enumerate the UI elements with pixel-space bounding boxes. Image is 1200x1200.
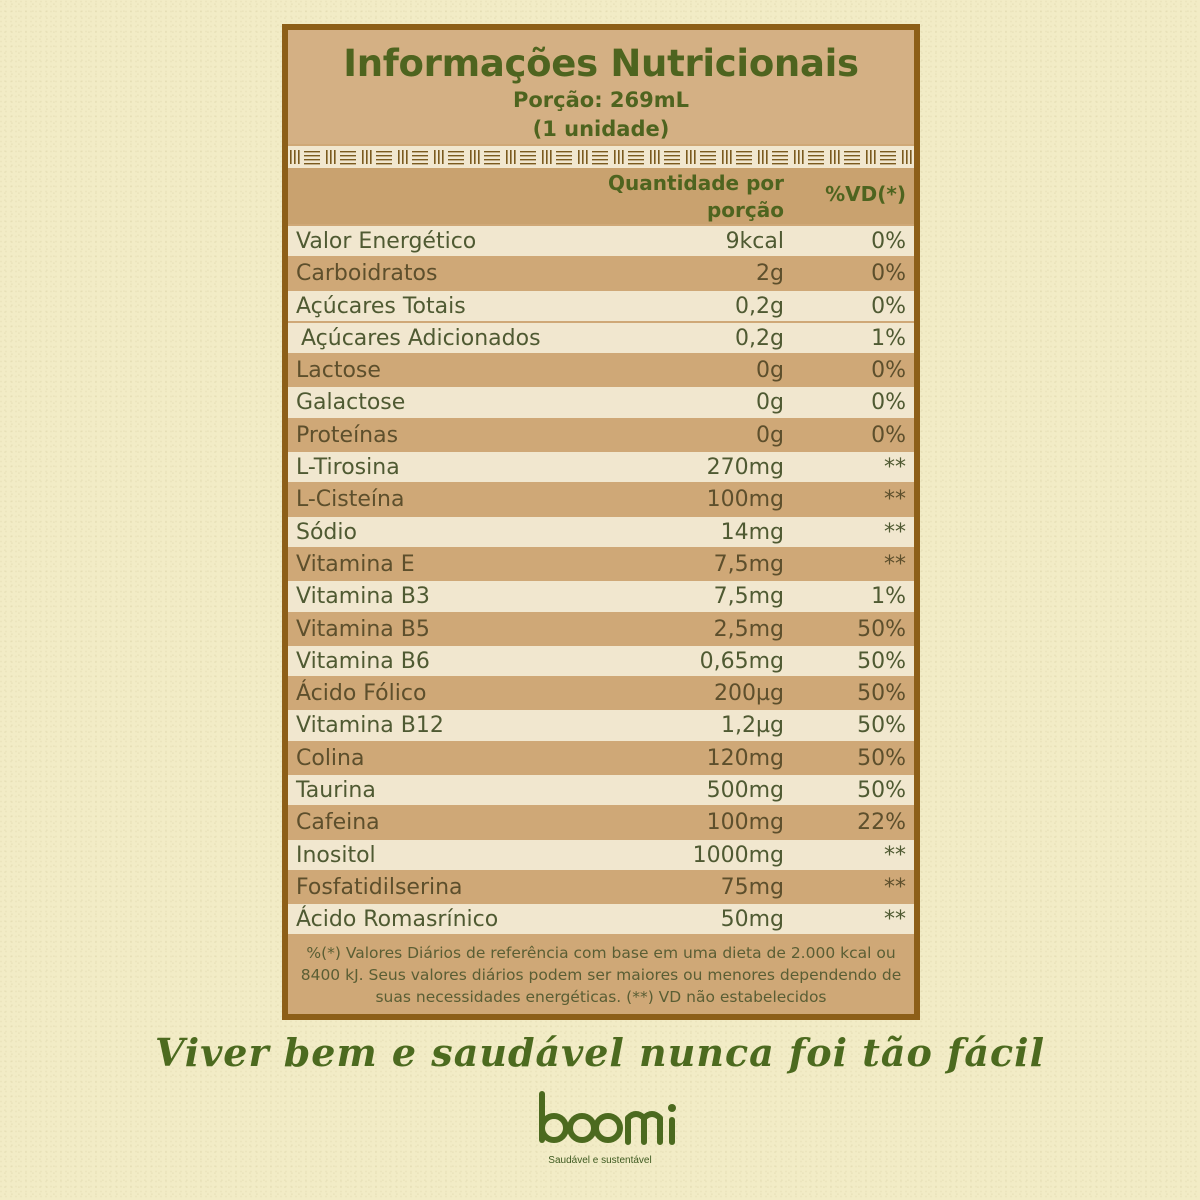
nutrient-daily-value: 50% (857, 745, 906, 771)
portion-unit: (1 unidade) (532, 117, 670, 141)
footnote-line2: 8400 kJ. Seus valores diários podem ser maiores ou menores dependendo de (300, 966, 902, 984)
nutrient-quantity: 500mg (706, 778, 784, 804)
nutrient-quantity: 0g (756, 358, 784, 384)
nutrient-quantity: 7,5mg (713, 551, 784, 577)
nutrient-quantity: 14mg (720, 519, 784, 545)
nutrient-name: Valor Energético (296, 229, 477, 254)
nutrient-daily-value: 0% (871, 422, 906, 448)
label-title: Informações Nutricionais (343, 42, 859, 85)
nutrient-row (288, 775, 914, 805)
nutrient-row (288, 258, 914, 288)
nutrient-daily-value: 0% (871, 229, 906, 254)
brand-tagline: Saudável e sustentável (548, 1155, 652, 1166)
nutrient-quantity: 1,2µg (721, 713, 784, 739)
quantity-header-line2: porção (706, 198, 784, 222)
nutrient-name: Carboidratos (296, 261, 438, 287)
nutrient-name: Taurina (296, 778, 376, 804)
nutrient-name: Vitamina B5 (296, 616, 430, 642)
nutrient-row (288, 517, 914, 547)
footnote-line1: %(*) Valores Diários de referência com base em uma dieta de 2.000 kcal ou (306, 944, 896, 962)
footnote (288, 934, 914, 1014)
nutrient-row (288, 452, 914, 482)
quantity-column-header (608, 170, 784, 224)
nutrition-facts-label (282, 24, 920, 1020)
nutrient-name: Vitamina B3 (296, 584, 430, 610)
nutrient-name: Ácido Romasrínico (296, 907, 499, 933)
nutrient-quantity: 2,5mg (713, 616, 784, 642)
footnote-line3: suas necessidades energéticas. (**) VD não estabelecidos (375, 988, 827, 1006)
boomi-logo-mark (520, 1088, 680, 1158)
nutrient-name: Sódio (296, 519, 357, 545)
nutrient-row (288, 549, 914, 579)
nutrient-row (288, 807, 914, 837)
nutrient-daily-value: ** (884, 487, 906, 513)
nutrient-name: L-Cisteína (296, 487, 405, 513)
nutrient-quantity: 75mg (720, 874, 784, 900)
nutrient-name: Vitamina B12 (296, 713, 444, 739)
nutrient-daily-value: ** (884, 874, 906, 900)
nutrient-quantity: 0,2g (735, 325, 784, 351)
nutrient-name: Vitamina E (296, 551, 415, 577)
nutrient-name: Vitamina B6 (296, 648, 430, 674)
nutrient-row (288, 840, 914, 870)
nutrient-quantity: 0g (756, 390, 784, 416)
daily-value-column-header: %VD(*) (825, 182, 906, 206)
nutrient-row (288, 581, 914, 611)
nutrient-daily-value: ** (884, 842, 906, 868)
nutrient-row (288, 678, 914, 708)
nutrient-daily-value: ** (884, 519, 906, 545)
nutrient-name: Cafeina (296, 810, 380, 836)
nutrient-name: Colina (296, 745, 365, 771)
nutrient-rows (288, 226, 914, 937)
nutrient-name: Açúcares Totais (296, 293, 466, 319)
nutrient-quantity: 270mg (706, 455, 784, 481)
nutrient-daily-value: 50% (857, 713, 906, 739)
nutrient-name: Açúcares Adicionados (301, 325, 541, 351)
nutrient-daily-value: 50% (857, 616, 906, 642)
nutrient-quantity: 2g (756, 261, 784, 287)
portion-info (288, 86, 914, 144)
nutrient-quantity: 50mg (720, 907, 784, 933)
nutrient-daily-value: 50% (857, 648, 906, 674)
portion-size: Porção: 269mL (512, 88, 690, 112)
slogan: Viver bem e saudável nunca foi tão fácil (154, 1030, 1046, 1075)
nutrient-quantity: 0,65mg (699, 648, 784, 674)
nutrient-row (288, 420, 914, 450)
nutrient-daily-value: 22% (857, 810, 906, 836)
nutrient-daily-value: ** (884, 455, 906, 481)
nutrient-quantity: 1000mg (692, 842, 784, 868)
nutrient-quantity: 0g (756, 422, 784, 448)
column-header-row (288, 168, 914, 224)
nutrient-daily-value: 0% (871, 390, 906, 416)
nutrient-row (288, 904, 914, 934)
nutrient-name: L-Tirosina (296, 455, 400, 481)
nutrient-row (288, 872, 914, 902)
quantity-header-line1: Quantidade por (608, 171, 784, 195)
nutrient-quantity: 120mg (706, 745, 784, 771)
nutrient-row (288, 484, 914, 514)
nutrient-quantity: 100mg (706, 487, 784, 513)
nutrient-daily-value: 50% (857, 681, 906, 707)
nutrient-name: Proteínas (296, 422, 399, 448)
nutrient-quantity: 200µg (714, 681, 784, 707)
nutrient-row (288, 226, 914, 256)
nutrient-row (288, 646, 914, 676)
nutrient-name: Ácido Fólico (296, 681, 427, 707)
nutrient-name: Galactose (296, 390, 406, 416)
nutrient-row (288, 323, 914, 353)
nutrient-daily-value: ** (884, 907, 906, 933)
tribal-pattern-divider (288, 146, 914, 168)
nutrient-row (288, 743, 914, 773)
nutrient-name: Inositol (296, 842, 376, 868)
nutrient-daily-value: 0% (871, 293, 906, 319)
nutrient-row (288, 710, 914, 740)
pattern-strip (288, 146, 914, 168)
nutrient-quantity: 9kcal (725, 229, 784, 254)
nutrient-daily-value: 0% (871, 261, 906, 287)
nutrient-daily-value: 1% (871, 325, 906, 351)
label-body (288, 30, 914, 1014)
nutrient-quantity: 7,5mg (713, 584, 784, 610)
nutrient-daily-value: ** (884, 551, 906, 577)
nutrient-daily-value: 1% (871, 584, 906, 610)
nutrient-name: Fosfatidilserina (296, 874, 463, 900)
nutrient-row (288, 387, 914, 417)
nutrient-row (288, 355, 914, 385)
nutrient-daily-value: 0% (871, 358, 906, 384)
nutrient-daily-value: 50% (857, 778, 906, 804)
nutrient-row (288, 614, 914, 644)
nutrient-name: Lactose (296, 358, 381, 384)
label-header (288, 30, 914, 144)
nutrient-quantity: 0,2g (735, 293, 784, 319)
nutrient-quantity: 100mg (706, 810, 784, 836)
nutrient-row (288, 291, 914, 321)
